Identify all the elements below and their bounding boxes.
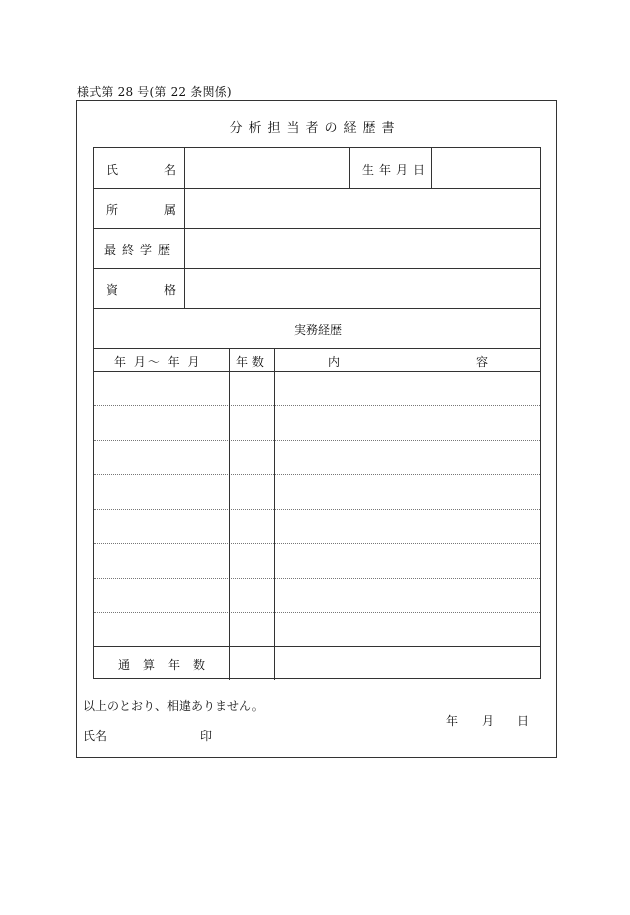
name-label-b: 名 [164,163,177,177]
row-divider [94,348,540,349]
total-years-label: 通算年数 [118,658,219,672]
row-divider [94,308,540,309]
date-day-label: 日 [517,714,530,728]
date-year-label: 年 [446,714,459,728]
experience-section-title: 実務経歴 [293,323,342,337]
row-divider-dotted [94,543,540,544]
col-divider [274,348,275,680]
content-column-header-a: 内 [328,355,341,369]
document-title: 分析担当者の経歴書 [229,121,401,136]
row-divider-dotted [94,509,540,510]
row-divider [94,646,540,647]
row-divider [94,228,540,229]
period-column-header: 年 月〜 年 月 [114,355,202,369]
education-label: 最終学歴 [104,243,177,257]
row-divider [94,188,540,189]
certification-statement: 以上のとおり、相違ありません。 [83,699,264,713]
row-divider-dotted [94,578,540,579]
qualification-label-b: 格 [164,283,177,297]
col-divider [184,148,185,308]
signer-name-label: 氏名 [83,729,108,743]
col-divider [431,148,432,188]
affiliation-label-b: 属 [164,203,177,217]
row-divider-dotted [94,612,540,613]
content-column-header-b: 容 [476,355,489,369]
row-divider [94,371,540,372]
row-divider-dotted [94,474,540,475]
seal-label: 印 [200,729,213,743]
col-divider [349,148,350,188]
name-label-a: 氏 [106,163,119,177]
row-divider-dotted [94,405,540,406]
col-divider [229,348,230,680]
affiliation-label-a: 所 [106,203,119,217]
date-month-label: 月 [482,714,495,728]
row-divider-dotted [94,440,540,441]
birth-label: 生年月日 [362,163,431,177]
row-divider [94,268,540,269]
form-number: 様式第 28 号(第 22 条関係) [77,85,232,99]
resume-table [93,147,541,679]
qualification-label-a: 資 [106,283,119,297]
years-column-header: 年 数 [236,355,264,369]
